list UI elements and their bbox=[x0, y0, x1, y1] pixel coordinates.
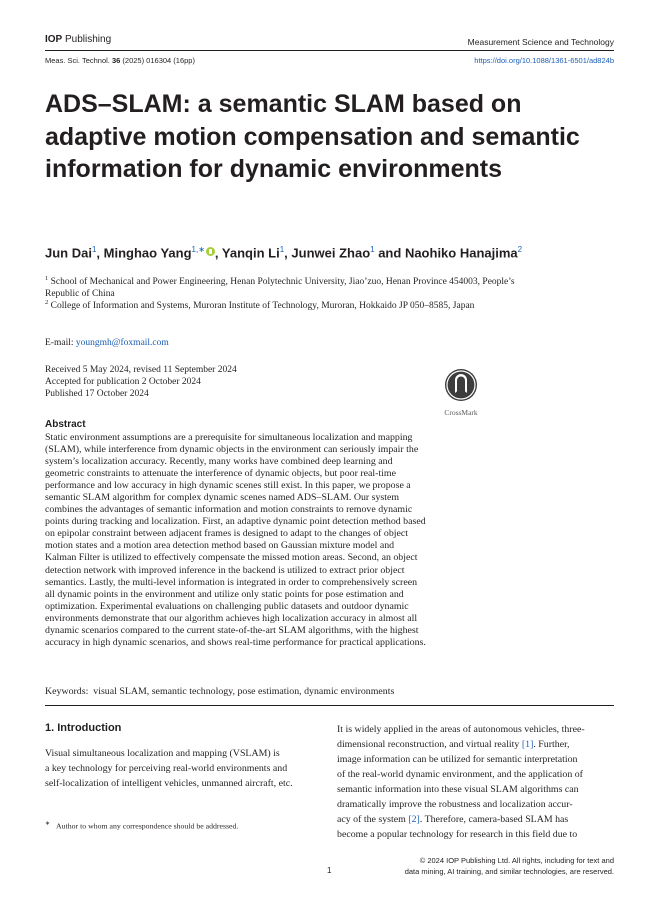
author-affiliation-mark[interactable]: 1,∗ bbox=[191, 245, 205, 254]
crossmark-badge[interactable] bbox=[436, 368, 486, 417]
body-line: a key technology for perceiving real-world environments and bbox=[45, 763, 288, 775]
author-separator: and bbox=[374, 245, 405, 261]
body-line: image information can be utilized for semantic interpretation bbox=[337, 754, 578, 766]
email-link[interactable]: youngmh@foxmail.com bbox=[75, 338, 169, 348]
abstract-body bbox=[45, 432, 621, 649]
keywords-list: visual SLAM, semantic technology, pose estimation, dynamic environments bbox=[93, 686, 395, 697]
author-separator: , bbox=[96, 245, 104, 261]
author-affiliation-mark[interactable]: 1 bbox=[91, 245, 97, 254]
received-date: Received 5 May 2024, revised 11 September 2024 bbox=[45, 365, 237, 375]
section-heading: 1. Introduction bbox=[45, 722, 122, 734]
abstract-line: system’s localization accuracy. Recently, many works have combined deep learning and bbox=[45, 456, 393, 468]
citation: Meas. Sci. Technol. 36 (2025) 016304 (16pp) bbox=[45, 56, 195, 65]
published-date: Published 17 October 2024 bbox=[45, 389, 149, 399]
keywords-label: Keywords: bbox=[45, 686, 89, 697]
citation-link[interactable]: [1] bbox=[521, 739, 534, 751]
abstract-line: combines the advantages of semantic information and motion constraints to remove dynamic bbox=[45, 504, 413, 516]
paper-title: ADS–SLAM: a semantic SLAM based on adaptive motion compensation and semantic information for dynamic environments bbox=[45, 90, 580, 183]
abstract-line: environments demonstrate that our algorithm achieves high localization accuracy in almost all bbox=[45, 612, 418, 624]
author-name[interactable]: Minghao Yang bbox=[103, 245, 192, 261]
body-line: become a popular technology for research in this field due to bbox=[337, 829, 578, 841]
intro-right-column bbox=[337, 722, 614, 842]
copyright-notice bbox=[405, 855, 614, 877]
body-line: dimensional reconstruction, and virtual reality [1]. Further, bbox=[337, 739, 570, 751]
keywords-line bbox=[45, 686, 394, 697]
abstract-line: detection network with improved inference in the backend is utilized to extract prior object bbox=[45, 564, 405, 576]
header-divider bbox=[45, 50, 614, 51]
author-name[interactable]: Junwei Zhao bbox=[291, 245, 371, 261]
crossmark-label: CrossMark bbox=[444, 408, 478, 417]
body-line: acy of the system [2]. Therefore, camera-based SLAM has bbox=[337, 814, 569, 826]
author-affiliation-mark[interactable]: 1 bbox=[279, 245, 285, 254]
email-line: E-mail: youngmh@foxmail.com bbox=[45, 338, 169, 348]
body-line: of the real-world dynamic environment, and the application of bbox=[337, 769, 583, 781]
abstract-line: geometric constraints to attenuate the interference of dynamic objects, but poor real-time bbox=[45, 468, 396, 480]
abstract-line: optimization. Experimental evaluations on challenging public datasets and outdoor dynamic bbox=[45, 600, 409, 612]
page-number: 1 bbox=[327, 866, 332, 875]
accepted-date: Accepted for publication 2 October 2024 bbox=[45, 377, 201, 387]
author-name[interactable]: Jun Dai bbox=[45, 245, 92, 261]
abstract-line: semantics. Lastly, the multi-level information is integrated in order to comprehensively screen bbox=[45, 576, 418, 588]
section-divider bbox=[45, 705, 614, 706]
doi-link[interactable]: https://doi.org/10.1088/1361-6501/ad824b bbox=[474, 56, 614, 65]
copyright-line: © 2024 IOP Publishing Ltd. All rights, including for text and bbox=[419, 856, 614, 865]
abstract-line: semantic SLAM algorithm for complex dynamic scenes named ADS–SLAM. Our system bbox=[45, 492, 400, 504]
publisher-name: IOP Publishing bbox=[45, 34, 112, 45]
journal-name: Measurement Science and Technology bbox=[467, 37, 614, 47]
author-separator: , bbox=[214, 245, 222, 261]
citation-link[interactable]: [2] bbox=[408, 814, 420, 826]
abstract-line: on epipolar constraint between adjacent frames is designed to adapt to the changes of object bbox=[45, 528, 409, 540]
abstract-line: Kalman Filter is utilized to effectively compensate the missed motion areas. Second, an object bbox=[45, 552, 418, 564]
abstract-line: accuracy in high dynamic scenarios, and shows real-time performance for practical applications. bbox=[45, 636, 426, 648]
orcid-icon[interactable] bbox=[206, 247, 215, 256]
body-line: self-localization of intelligent vehicles, unmanned aircraft, etc. bbox=[45, 778, 293, 790]
abstract-line: all dynamic points in the environment and utilize only static points for pose estimation and bbox=[45, 588, 404, 600]
author-affiliation-mark[interactable]: 1 bbox=[370, 245, 375, 254]
abstract-line: dynamic scenarios compared to the current state-of-the-art SLAM algorithms, with the highest bbox=[45, 624, 419, 636]
abstract-heading: Abstract bbox=[45, 419, 86, 430]
body-line: dramatically improve the robustness and localization accur- bbox=[337, 799, 573, 811]
body-line: It is widely applied in the areas of autonomous vehicles, three- bbox=[337, 724, 585, 735]
abstract-line: performance and low accuracy in high dynamic scenes still exist. In this paper, we propose a bbox=[45, 480, 411, 492]
abstract-line: Static environment assumptions are a prerequisite for simultaneous localization and mapping bbox=[45, 432, 413, 443]
body-line: Visual simultaneous localization and mapping (VSLAM) is bbox=[45, 748, 280, 759]
author-affiliation-mark[interactable]: 2 bbox=[517, 245, 523, 254]
body-line: semantic information into these visual SLAM algorithms can bbox=[337, 784, 579, 796]
footnote: ∗ Author to whom any correspondence should be addressed. bbox=[45, 821, 239, 831]
abstract-line: points during tracking and localization. First, an adaptive dynamic point detection method based bbox=[45, 516, 426, 528]
copyright-line: data mining, AI training, and similar technologies, are reserved. bbox=[404, 867, 614, 876]
affiliation-1: $^1$ School of Mechanical and Power Engineering, Henan Polytechnic University, Jiao’zuo, Henan Province 454003, People’s Republic of China bbox=[45, 275, 515, 300]
author-separator: , bbox=[284, 245, 292, 261]
affiliation-2: $^2$ College of Information and Systems, Muroran Institute of Technology, Muroran, Hokkaido JP 050–8585, Japan bbox=[45, 299, 475, 312]
author-list bbox=[45, 245, 522, 260]
crossmark-icon bbox=[444, 368, 478, 402]
author-name[interactable]: Naohiko Hanajima bbox=[404, 245, 518, 261]
abstract-line: (SLAM), while interference from dynamic objects in the environment can seriously impair the bbox=[45, 444, 419, 456]
abstract-line: motion states and a motion area detection method based on Gaussian mixture model and bbox=[45, 540, 395, 552]
intro-left-column bbox=[45, 746, 320, 791]
author-name[interactable]: Yanqin Li bbox=[221, 245, 280, 261]
